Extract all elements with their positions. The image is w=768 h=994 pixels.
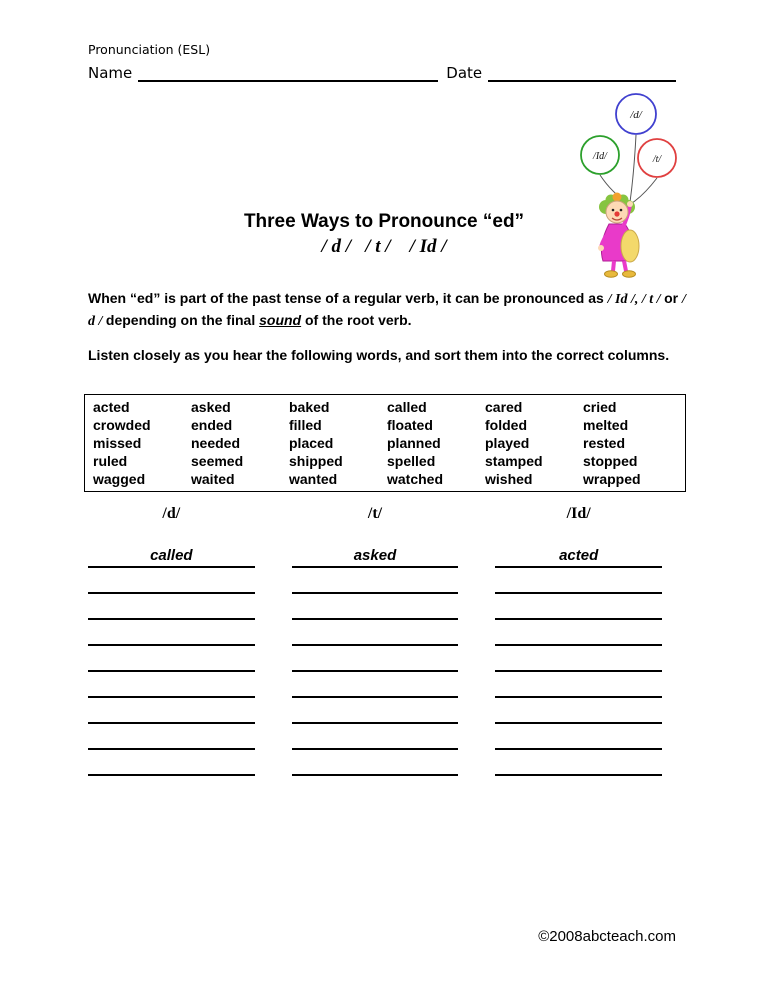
word-item: wished: [485, 471, 533, 487]
answer-blank-line[interactable]: [88, 672, 255, 698]
word-item: cried: [583, 399, 617, 415]
phonetic-subtitle: / d / / t / / Id /: [321, 236, 447, 257]
name-fill-line[interactable]: [138, 62, 438, 82]
answer-blank-line[interactable]: [88, 724, 255, 750]
date-fill-line[interactable]: [488, 62, 676, 82]
word-item: acted: [93, 399, 130, 415]
balloon-t-icon: [638, 139, 676, 177]
word-item: waited: [191, 471, 235, 487]
word-bank: [84, 394, 686, 492]
word-item: wanted: [289, 471, 338, 487]
answer-blank-line[interactable]: [495, 724, 662, 750]
intro-phonetic-1: / Id /, / t /: [607, 292, 665, 307]
sort-column-id: [495, 504, 662, 776]
word-item: asked: [191, 399, 231, 415]
word-item: watched: [387, 471, 444, 487]
instructions-paragraph: Listen closely as you hear the following words, and sort them into the correct columns.: [88, 347, 670, 363]
intro-phonetic-2: / d /: [88, 292, 686, 329]
answer-blank-line[interactable]: [292, 750, 459, 776]
answer-blank-line[interactable]: [292, 620, 459, 646]
answer-blank-line[interactable]: [88, 594, 255, 620]
word-bank-column: [289, 398, 387, 488]
word-item: shipped: [289, 453, 343, 469]
name-label: Name: [88, 64, 133, 82]
word-item: ended: [191, 417, 233, 433]
answer-blank-line[interactable]: [495, 594, 662, 620]
word-item: wrapped: [583, 471, 641, 487]
balloon-id-label: /Id/: [593, 151, 607, 162]
balloon-t-label: /t/: [652, 154, 662, 165]
balloon-d-label: /d/: [630, 109, 642, 121]
word-item: called: [387, 399, 427, 415]
copyright-text: ©2008abcteach.com: [538, 928, 676, 945]
answer-blank-line[interactable]: [292, 594, 459, 620]
balloon-id-icon: [581, 136, 619, 174]
word-item: rested: [583, 435, 626, 451]
word-bank-column: [485, 398, 583, 488]
word-item: filled: [289, 417, 322, 433]
word-item: missed: [93, 435, 142, 451]
word-item: baked: [289, 399, 330, 415]
word-item: seemed: [191, 453, 244, 469]
word-item: cared: [485, 399, 523, 415]
example-answer-line: [292, 534, 459, 568]
word-item: played: [485, 435, 530, 451]
intro-or-word: or: [664, 290, 682, 306]
word-bank-column: [387, 398, 485, 488]
clown-illustration: [570, 93, 695, 288]
answer-blank-line[interactable]: [88, 568, 255, 594]
word-item: folded: [485, 417, 527, 433]
example-answer: acted: [559, 547, 599, 564]
word-item: stamped: [485, 453, 543, 469]
sort-column-t: [292, 504, 459, 776]
answer-blank-line[interactable]: [495, 750, 662, 776]
answer-blank-line[interactable]: [292, 698, 459, 724]
worksheet-header: [88, 42, 676, 82]
balloon-d-icon: [616, 94, 656, 134]
answer-blank-line[interactable]: [495, 646, 662, 672]
name-date-row: [88, 62, 676, 82]
word-item: wagged: [93, 471, 146, 487]
answer-blank-line[interactable]: [292, 646, 459, 672]
word-item: planned: [387, 435, 441, 451]
answer-blank-line[interactable]: [88, 698, 255, 724]
worksheet-title: Three Ways to Pronounce “ed”: [243, 211, 525, 232]
word-item: melted: [583, 417, 629, 433]
word-item: spelled: [387, 453, 436, 469]
answer-blank-line[interactable]: [88, 620, 255, 646]
word-item: placed: [289, 435, 334, 451]
answer-blank-line[interactable]: [88, 646, 255, 672]
sort-column-header: /Id/: [566, 505, 591, 522]
sort-column-header: /d/: [162, 505, 181, 522]
word-item: crowded: [93, 417, 151, 433]
answer-blank-line[interactable]: [88, 750, 255, 776]
word-item: stopped: [583, 453, 638, 469]
intro-sound-word: sound: [259, 312, 302, 328]
answer-blank-line[interactable]: [495, 672, 662, 698]
word-item: ruled: [93, 453, 128, 469]
sort-section: [88, 504, 662, 776]
word-bank-column: [191, 398, 289, 488]
intro-text-1: When “ed” is part of the past tense of a regular verb, it can be pronounced as: [88, 290, 608, 306]
intro-text-2: depending on the final: [105, 312, 260, 328]
answer-blank-line[interactable]: [292, 672, 459, 698]
answer-blank-line[interactable]: [495, 698, 662, 724]
example-answer-line: [88, 534, 255, 568]
word-bank-column: [583, 398, 681, 488]
answer-blank-line[interactable]: [292, 724, 459, 750]
sort-column-d: [88, 504, 255, 776]
example-answer: called: [150, 547, 193, 564]
title-block: [0, 211, 768, 258]
word-item: floated: [387, 417, 433, 433]
answer-blank-line[interactable]: [292, 568, 459, 594]
word-item: needed: [191, 435, 241, 451]
example-answer-line: [495, 534, 662, 568]
answer-blank-line[interactable]: [495, 620, 662, 646]
intro-paragraph: [88, 288, 693, 332]
intro-text-3: of the root verb.: [301, 312, 412, 328]
answer-blank-line[interactable]: [495, 568, 662, 594]
sort-column-header: /t/: [367, 505, 383, 522]
date-label: Date: [446, 64, 483, 82]
word-bank-column: [93, 398, 191, 488]
example-answer: asked: [353, 547, 397, 564]
course-label: Pronunciation (ESL): [88, 42, 211, 57]
